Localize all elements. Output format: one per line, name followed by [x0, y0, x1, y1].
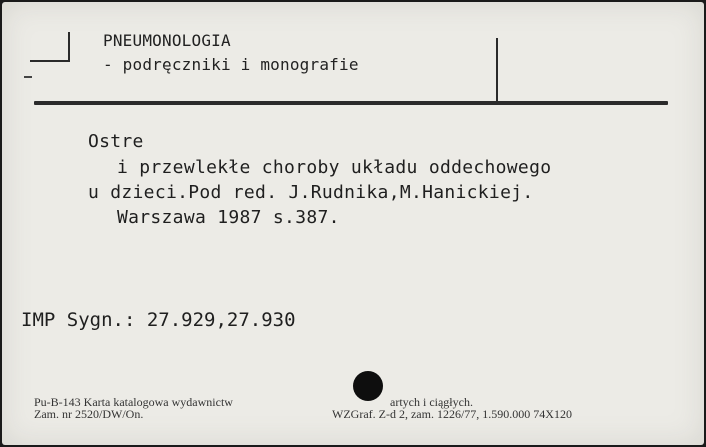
catalog-card — [2, 2, 704, 445]
corner-mark — [30, 32, 70, 62]
footer-form-line1-continuation: artych i ciągłych. — [390, 395, 473, 409]
punch-hole — [353, 371, 383, 401]
footer-form-line1: Pu-B-143 Karta katalogowa wydawnictw — [34, 395, 233, 409]
header-rule — [34, 101, 668, 105]
entry-title-line: Ostre — [88, 131, 144, 152]
subject-subheading: - podręczniki i monografie — [103, 55, 359, 74]
entry-imprint-line: Warszawa 1987 s.387. — [117, 207, 340, 228]
entry-editors-line: u dzieci.Pod red. J.Rudnika,M.Hanickiej. — [88, 182, 534, 203]
footer-printer-line: WZGraf. Z-d 2, zam. 1226/77, 1.590.000 74X120 — [332, 407, 572, 421]
subject-heading: PNEUMONOLOGIA — [103, 31, 231, 50]
header-divider-vertical — [496, 38, 498, 102]
entry-title-continuation: i przewlekłe choroby układu oddechowego — [117, 157, 552, 178]
corner-tick — [24, 76, 32, 78]
footer-order-line: Zam. nr 2520/DW/On. — [34, 407, 144, 421]
call-number: IMP Sygn.: 27.929,27.930 — [21, 309, 296, 331]
